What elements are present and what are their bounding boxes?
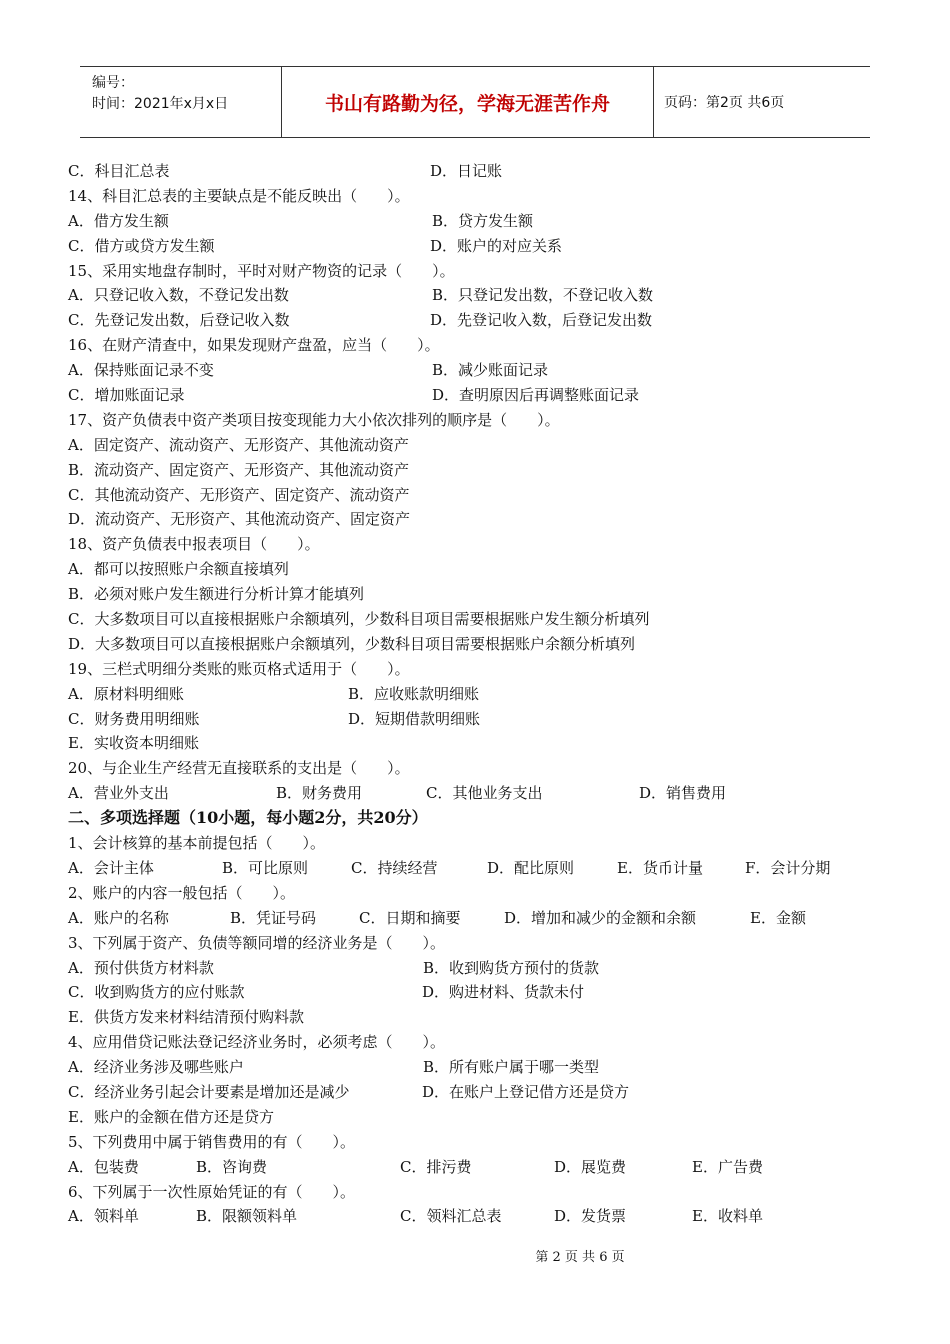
line-text: 1、会计核算的基本前提包括（ ）。 (68, 834, 326, 853)
line-text: 二、多项选择题（10小题，每小题2分，共20分） (68, 808, 428, 828)
text-line (68, 1180, 868, 1205)
text-line (68, 956, 868, 981)
text-line (68, 781, 868, 806)
text-line (68, 358, 868, 383)
option-item: B．收到购货方预付的货款 (423, 958, 600, 977)
option-item: A．原材料明细账 (68, 684, 184, 703)
page-header (80, 66, 870, 138)
text-line (68, 557, 868, 582)
option-item: D．日记账 (430, 162, 503, 180)
text-line (68, 259, 868, 284)
option-item: B．财务费用 (276, 784, 363, 803)
line-text: 4、应用借贷记账法登记经济业务时，必须考虑（ ）。 (68, 1033, 446, 1052)
option-item: C．借方或贷方发生额 (68, 236, 215, 255)
option-item: E．货币计量 (617, 858, 703, 877)
text-line (68, 1080, 868, 1105)
line-text: 15、采用实地盘存制时，平时对财产物资的记录（ ）。 (68, 261, 455, 280)
line-text: D．大多数项目可以直接根据账户余额填列，少数科目项目需要根据账户余额分析填列 (68, 634, 636, 653)
line-text: 16、在财产清查中，如果发现财产盘盈，应当（ ）。 (68, 336, 440, 355)
option-item: D．在账户上登记借方还是贷方 (422, 1082, 630, 1101)
line-text: D．流动资产、无形资产、其他流动资产、固定资产 (68, 510, 411, 529)
option-item: D．销售费用 (639, 784, 727, 803)
option-item: B．所有账户属于哪一类型 (423, 1058, 600, 1077)
line-text: 18、资产负债表中报表项目（ ）。 (68, 535, 320, 554)
option-item: B．咨询费 (196, 1157, 268, 1176)
option-item: A．营业外支出 (68, 784, 169, 803)
option-item: B．贷方发生额 (432, 211, 534, 230)
line-text: 5、下列费用中属于销售费用的有（ ）。 (68, 1132, 356, 1151)
option-item: A．预付供货方材料款 (68, 958, 214, 977)
option-item: A．经济业务涉及哪些账户 (68, 1058, 244, 1077)
text-line (68, 1105, 868, 1130)
line-text: A．都可以按照账户余额直接填列 (68, 560, 289, 579)
option-item: A．领料单 (68, 1207, 139, 1226)
text-line (68, 333, 868, 358)
text-line (68, 1155, 868, 1180)
line-text: 20、与企业生产经营无直接联系的支出是（ ）。 (68, 759, 410, 778)
line-text: E．供货方发来材料结清预付购料款 (68, 1008, 304, 1027)
text-line (68, 582, 868, 607)
option-item: C．增加账面记录 (68, 386, 185, 405)
option-item: A．包装费 (68, 1157, 139, 1176)
option-item: D．查明原因后再调整账面记录 (432, 386, 640, 405)
option-item: A．借方发生额 (68, 211, 169, 230)
option-item: D．展览费 (554, 1157, 627, 1176)
option-item: A．会计主体 (68, 858, 154, 877)
text-line (68, 632, 868, 657)
option-item: B．限额领料单 (196, 1207, 298, 1226)
text-line (68, 1204, 868, 1229)
text-line (68, 707, 868, 732)
line-text: 17、资产负债表中资产类项目按变现能力大小依次排列的顺序是（ ）。 (68, 410, 560, 429)
text-line (68, 856, 868, 881)
line-text: B．流动资产、固定资产、无形资产、其他流动资产 (68, 460, 410, 479)
text-line (68, 682, 868, 707)
line-text: 19、三栏式明细分类账的账页格式适用于（ ）。 (68, 659, 410, 678)
text-line (68, 881, 868, 906)
text-line (68, 234, 868, 259)
text-line (68, 1005, 868, 1030)
line-text: 3、下列属于资产、负债等额同增的经济业务是（ ）。 (68, 933, 446, 952)
text-line (68, 980, 868, 1005)
option-item: E．收料单 (692, 1207, 763, 1226)
text-line (68, 184, 868, 209)
text-line (68, 931, 868, 956)
text-line (68, 607, 868, 632)
text-line (68, 383, 868, 408)
option-item: E．金额 (750, 908, 806, 927)
option-item: C．先登记发出数，后登记收入数 (68, 311, 290, 330)
option-item: D．配比原则 (487, 858, 575, 877)
text-line (68, 731, 868, 756)
section-heading (68, 806, 868, 831)
option-item: C．持续经营 (351, 858, 438, 877)
text-line (68, 756, 868, 781)
text-line (68, 408, 868, 433)
line-text: 2、账户的内容一般包括（ ）。 (68, 883, 296, 902)
option-item: D．短期借款明细账 (348, 709, 481, 728)
text-line (68, 433, 868, 458)
option-item: A．只登记收入数，不登记发出数 (68, 286, 289, 305)
text-line (68, 831, 868, 856)
text-line (68, 1130, 868, 1155)
document-body (68, 159, 868, 1229)
text-line (68, 483, 868, 508)
text-line (68, 657, 868, 682)
option-item: D．账户的对应关系 (430, 236, 563, 255)
line-text: B．必须对账户发生额进行分析计算才能填列 (68, 585, 365, 604)
line-text: C．其他流动资产、无形资产、固定资产、流动资产 (68, 485, 410, 504)
option-item: B．可比原则 (222, 858, 309, 877)
text-line (68, 458, 868, 483)
page-code: 页码：第2页 共6页 (664, 95, 785, 111)
line-text: C．大多数项目可以直接根据账户余额填列，少数科目项目需要根据账户发生额分析填列 (68, 610, 650, 629)
text-line (68, 507, 868, 532)
option-item: B．只登记发出数，不登记收入数 (432, 286, 654, 305)
text-line (68, 532, 868, 557)
option-item: C．排污费 (400, 1157, 472, 1176)
option-item: E．广告费 (692, 1157, 763, 1176)
line-text: 6、下列属于一次性原始凭证的有（ ）。 (68, 1182, 356, 1201)
option-item: C．其他业务支出 (426, 784, 543, 803)
motto: 书山有路勤为径，学海无涯苦作舟 (282, 67, 654, 137)
option-item: A．账户的名称 (68, 908, 169, 927)
header-meta (80, 67, 282, 137)
option-item: C．日期和摘要 (359, 908, 461, 927)
option-item: F．会计分期 (745, 858, 831, 877)
text-line (68, 1030, 868, 1055)
text-line (68, 159, 868, 184)
option-item: C．领料汇总表 (400, 1207, 502, 1226)
option-item: D．购进材料、货款未付 (422, 983, 585, 1002)
option-item: B．应收账款明细账 (348, 684, 480, 703)
option-item: D．发货票 (554, 1207, 627, 1226)
option-item: B．减少账面记录 (432, 361, 549, 380)
line-text: 14、科目汇总表的主要缺点是不能反映出（ ）。 (68, 186, 410, 205)
option-item: A．保持账面记录不变 (68, 361, 214, 380)
number-label: 编号： (92, 75, 134, 91)
text-line (68, 209, 868, 234)
text-line (68, 906, 868, 931)
line-text: E．账户的金额在借方还是贷方 (68, 1107, 274, 1126)
time-line: 时间：2021年x月x日 (92, 96, 229, 112)
text-line (68, 1055, 868, 1080)
option-item: C．收到购货方的应付账款 (68, 983, 245, 1002)
option-item: C．财务费用明细账 (68, 709, 200, 728)
line-text: E．实收资本明细账 (68, 734, 199, 753)
page-footer: 第 2 页 共 6 页 (535, 1250, 625, 1265)
option-item: C．科目汇总表 (68, 162, 170, 180)
option-item: D．先登记收入数，后登记发出数 (430, 311, 653, 330)
text-line (68, 283, 868, 308)
line-text: A．固定资产、流动资产、无形资产、其他流动资产 (68, 435, 409, 454)
option-item: C．经济业务引起会计要素是增加还是减少 (68, 1082, 350, 1101)
option-item: B．凭证号码 (230, 908, 317, 927)
text-line (68, 308, 868, 333)
option-item: D．增加和减少的金额和余额 (504, 908, 697, 927)
